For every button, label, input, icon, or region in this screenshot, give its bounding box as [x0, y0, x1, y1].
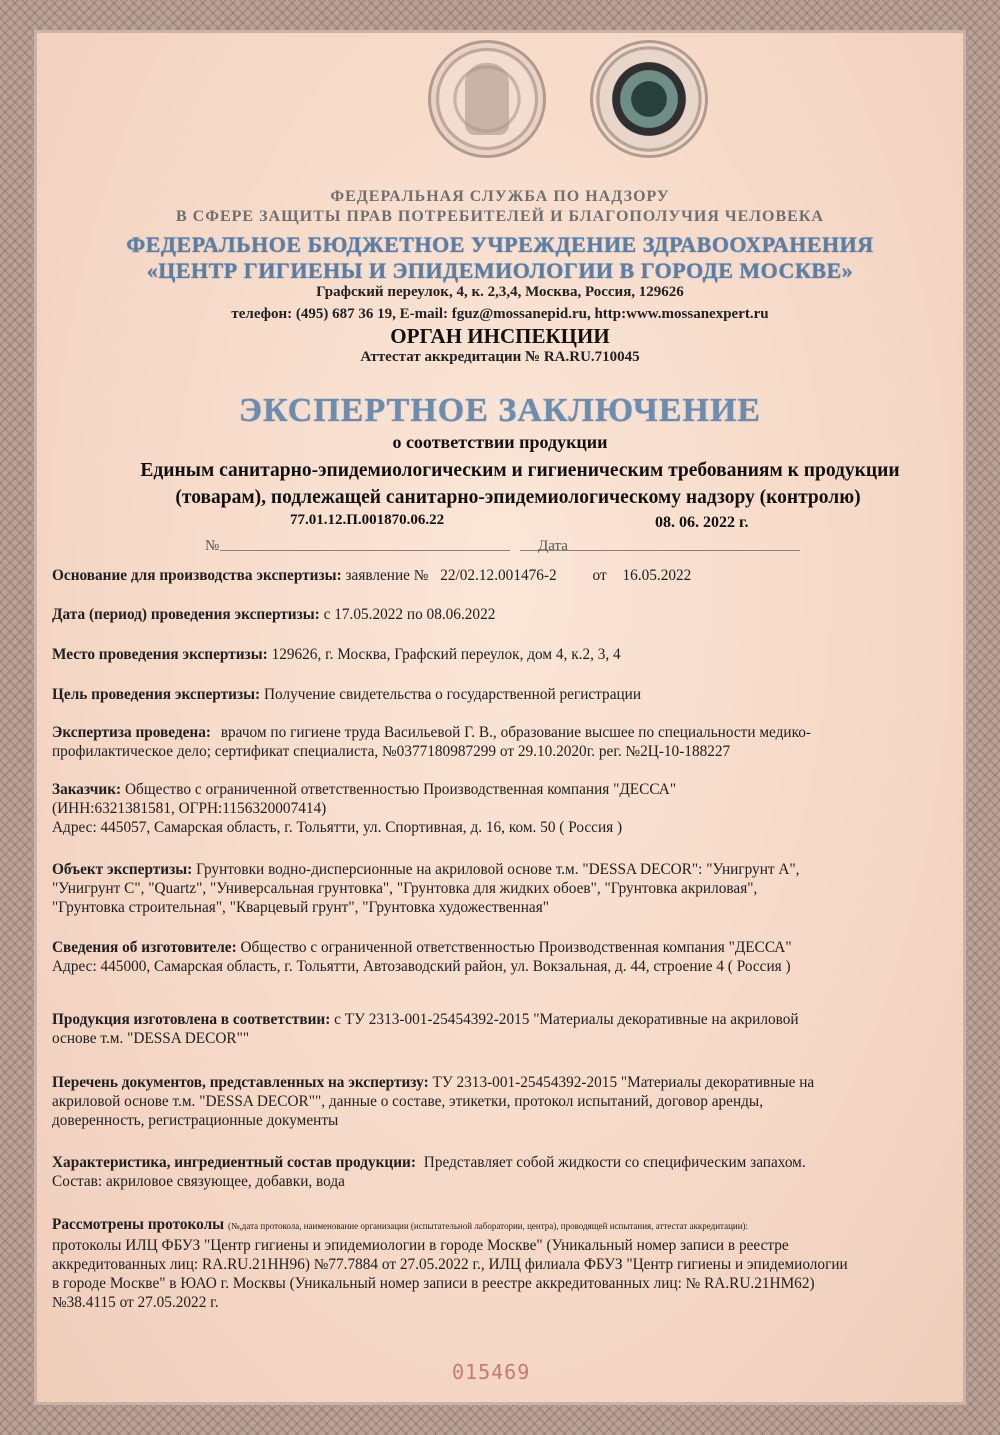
field-made [52, 1010, 967, 1048]
serial-number: 015469 [452, 1360, 531, 1384]
place-value: 129626, г. Москва, Графский переулок, дом 4, к.2, 3, 4 [271, 646, 621, 663]
place-label: Место проведения экспертизы: [52, 646, 268, 663]
date-label: Дата [538, 538, 568, 554]
org-name-1: ФЕДЕРАЛЬНОЕ БЮДЖЕТНОЕ УЧРЕЖДЕНИЕ ЗДРАВООХРАНЕНИЯ [126, 232, 874, 257]
char-value-1: Представляет собой жидкости со специфическим запахом. [423, 1154, 806, 1171]
accreditation: Аттестат аккредитации № RA.RU.710045 [360, 349, 640, 365]
prot-value-4: №38.4115 от 27.05.2022 г. [52, 1294, 219, 1311]
header-line-1: ФЕДЕРАЛЬНАЯ СЛУЖБА ПО НАДЗОРУ [330, 188, 670, 205]
docs-value-3: доверенность, регистрационные документы [52, 1112, 339, 1129]
rospotrebnadzor-emblem-icon [590, 40, 708, 158]
made-label: Продукция изготовлена в соответствии: [52, 1011, 331, 1028]
field-docs [52, 1073, 967, 1130]
field-customer [52, 780, 967, 837]
field-expert [52, 723, 967, 761]
header-line-2: В СФЕРЕ ЗАЩИТЫ ПРАВ ПОТРЕБИТЕЛЕЙ И БЛАГОПОЛУЧИЯ ЧЕЛОВЕКА [176, 208, 824, 225]
customer-value-2: (ИНН:6321381581, ОГРН:1156320007414) [52, 800, 327, 817]
inspection-body: ОРГАН ИНСПЕКЦИИ [390, 324, 610, 348]
document-subtitle: о соответствии продукции [392, 432, 608, 452]
document-title: ЭКСПЕРТНОЕ ЗАКЛЮЧЕНИЕ [238, 392, 762, 429]
basis-date: 16.05.2022 [622, 567, 692, 584]
docs-value-1: ТУ 2313-001-25454392-2015 "Материалы декоративные на [432, 1074, 815, 1091]
field-protocols [52, 1215, 967, 1312]
maker-value-1: Общество с ограниченной ответственностью Производственная компания "ДЕССА" [240, 939, 792, 956]
expert-value-2: профилактическое дело; сертификат специалиста, №0377180987299 от 29.10.2020г. рег. №2Ц-10-188227 [52, 743, 731, 760]
customer-value-1: Общество с ограниченной ответственностью Производственная компания "ДЕССА" [124, 781, 677, 798]
prot-label: Рассмотрены протоколы [52, 1216, 225, 1233]
customer-value-3: Адрес: 445057, Самарская область, г. Тольятти, ул. Спортивная, д. 16, ком. 50 ( Россия ) [52, 819, 623, 836]
expert-label: Экспертиза проведена: [52, 724, 211, 741]
period-value: с 17.05.2022 по 08.06.2022 [323, 606, 496, 623]
goal-value: Получение свидетельства о государственной регистрации [263, 686, 642, 703]
char-label: Характеристика, ингредиентный состав продукции: [52, 1154, 416, 1171]
org-name-2: «ЦЕНТР ГИГИЕНЫ И ЭПИДЕМИОЛОГИИ В ГОРОДЕ МОСКВЕ» [146, 258, 854, 283]
char-value-2: Состав: акриловое связующее, добавки, вода [52, 1173, 345, 1190]
field-characteristics [52, 1153, 967, 1191]
hygieia-emblem-icon [428, 40, 546, 158]
made-value-2: основе т.м. "DESSA DECOR"" [52, 1030, 250, 1047]
made-value-1: с ТУ 2313-001-25454392-2015 "Материалы декоративные на акриловой [334, 1011, 799, 1028]
number-underline [220, 550, 510, 551]
field-period [52, 605, 967, 624]
prot-value-1: протоколы ИЛЦ ФБУЗ "Центр гигиены и эпидемиологии в городе Москве" (Уникальный номер записи в реестре [52, 1237, 789, 1254]
document-number: 77.01.12.П.001870.06.22 [290, 512, 445, 528]
basis-number: 22/02.12.001476-2 [440, 567, 557, 584]
basis-from: от [592, 567, 607, 584]
maker-value-2: Адрес: 445000, Самарская область, г. Тольятти, Автозаводский район, ул. Вокзальная, д. 44, строение 4 ( Россия ) [52, 958, 791, 975]
object-value-2: "Унигрунт С", "Quartz", "Универсальная грунтовка", "Грунтовка для жидких обоев", "Грунтовка акриловая", [52, 880, 758, 897]
period-label: Дата (период) проведения экспертизы: [52, 606, 320, 623]
maker-label: Сведения об изготовителе: [52, 939, 237, 956]
field-goal [52, 685, 967, 704]
docs-label: Перечень документов, представленных на экспертизу: [52, 1074, 429, 1091]
field-basis [52, 566, 967, 585]
object-value-3: "Грунтовка строительная", "Кварцевый грунт", "Грунтовка художественная" [52, 899, 549, 916]
prot-value-2: аккредитованных лиц: RA.RU.21НН96) №77.7884 от 27.05.2022 г., ИЛЦ филиала ФБУЗ "Центр гигиены и эпидемиологии [52, 1256, 848, 1273]
customer-label: Заказчик: [52, 781, 122, 798]
goal-label: Цель проведения экспертизы: [52, 686, 261, 703]
document-date: 08. 06. 2022 г. [655, 514, 749, 531]
object-value-1: Грунтовки водно-дисперсионные на акриловой основе т.м. "DESSA DECOR": "Унигрунт А", [196, 861, 800, 878]
org-contacts: телефон: (495) 687 36 19, E-mail: fguz@mossanepid.ru, http:www.mossanexpert.ru [231, 306, 769, 322]
expert-value-1: врачом по гигиене труда Васильевой Г. В., образование высшее по специальности медико- [220, 724, 811, 741]
number-label: № [205, 538, 220, 554]
document-description-1: Единым санитарно-эпидемиологическим и гигиеническим требованиям к продукции [140, 460, 900, 481]
basis-text: заявление № [345, 567, 429, 584]
field-object [52, 860, 967, 917]
prot-note: (№,дата протокола, наименование организации (испытательной лаборатории, центра), проводящей испытания, аттестат аккредитации): [227, 1221, 749, 1231]
field-place [52, 645, 967, 664]
field-maker [52, 938, 967, 976]
docs-value-2: акриловой основе т.м. "DESSA DECOR"", данные о составе, этикетки, протокол испытаний, договор аренды, [52, 1093, 764, 1110]
basis-label: Основание для производства экспертизы: [52, 567, 342, 584]
object-label: Объект экспертизы: [52, 861, 193, 878]
prot-value-3: в городе Москве" в ЮАО г. Москвы (Уникальный номер записи в реестре аккредитованных лиц: № RA.RU.21НМ62) [52, 1275, 815, 1292]
org-address: Графский переулок, 4, к. 2,3,4, Москва, Россия, 129626 [316, 284, 684, 300]
document-description-2: (товарам), подлежащей санитарно-эпидемиологическому надзору (контролю) [175, 487, 861, 508]
